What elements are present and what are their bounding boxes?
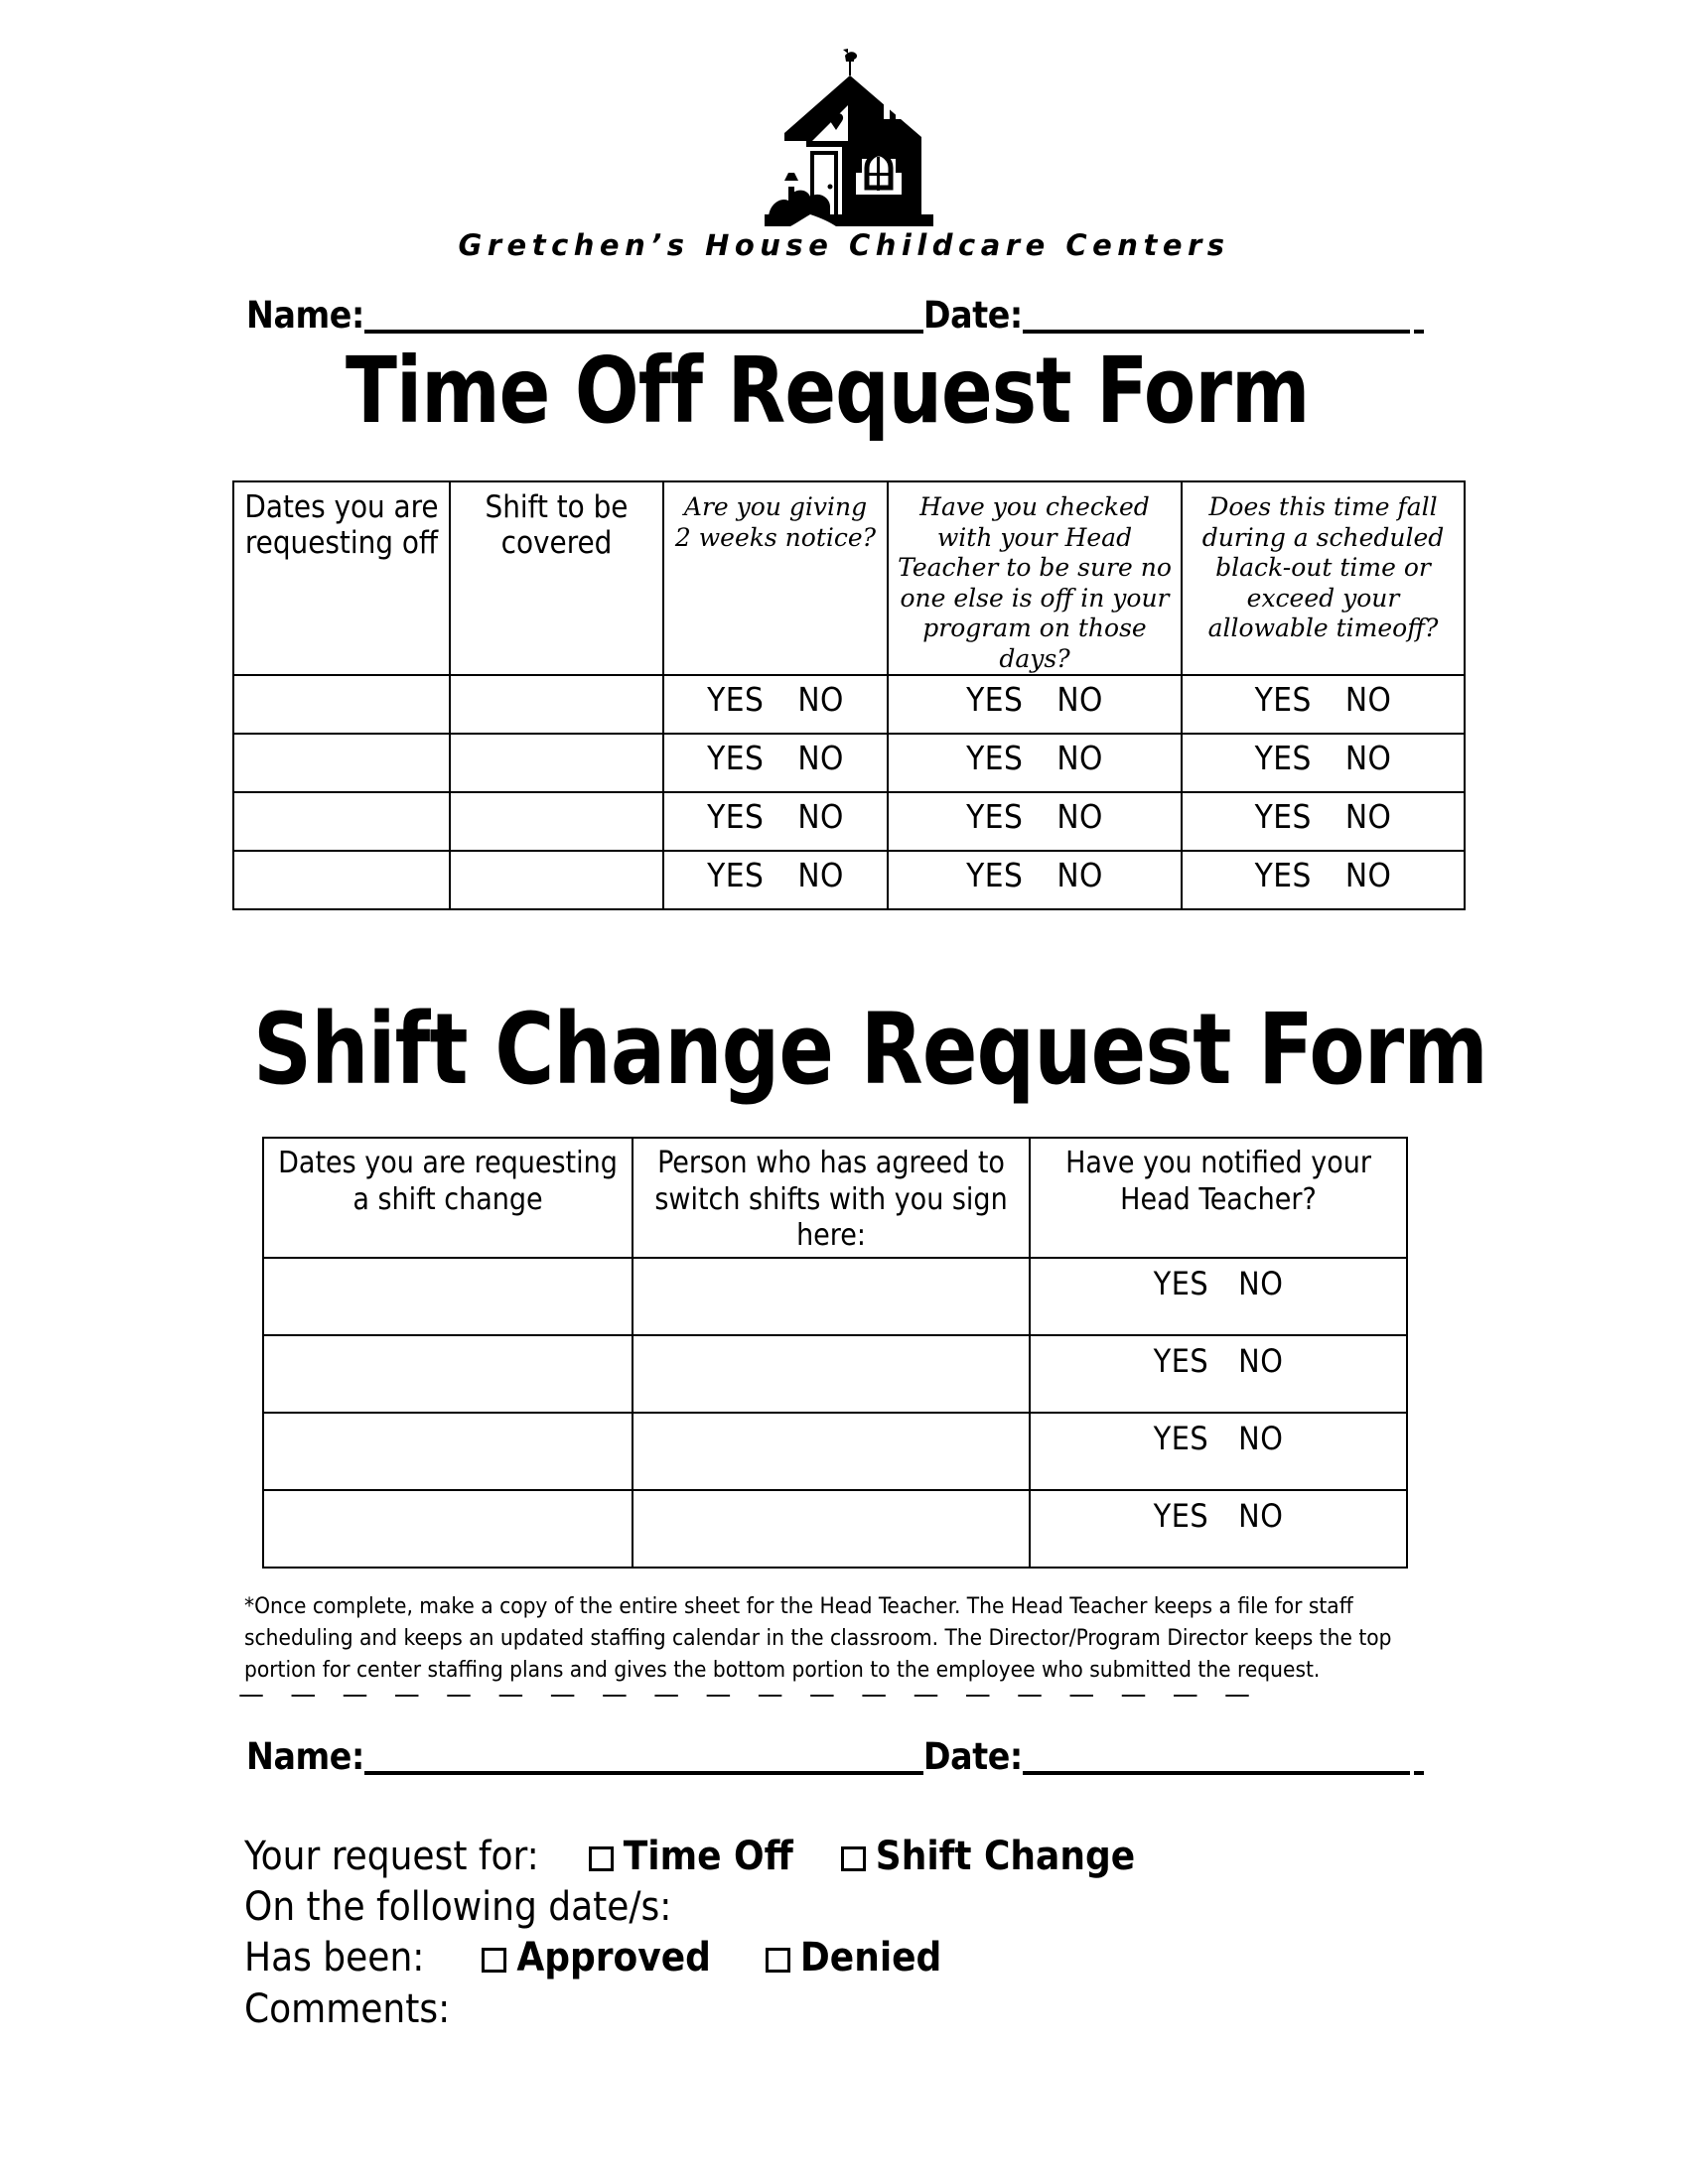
yes-option[interactable]: YES: [707, 797, 765, 836]
no-option[interactable]: NO: [1238, 1497, 1284, 1535]
table-row: [263, 1413, 1407, 1490]
shift-change-table: [262, 1137, 1408, 1569]
house-logo-icon: [745, 38, 943, 226]
date-label-bottom: Date:: [922, 1735, 1023, 1778]
table-row: [263, 1258, 1407, 1335]
column-header-shift-change-dates: Dates you are requesting a shift change: [263, 1138, 633, 1258]
column-header-dates-off: Dates you are requesting off: [233, 481, 450, 675]
name-date-line-bottom: [246, 1735, 1448, 1778]
table-header-row: [263, 1138, 1407, 1258]
cell-shift-covered[interactable]: [450, 851, 663, 909]
yes-option[interactable]: YES: [966, 797, 1024, 836]
date-rule-tail-top: [1414, 300, 1424, 334]
yes-option[interactable]: YES: [1254, 797, 1312, 836]
checkbox-icon-time-off[interactable]: [589, 1846, 614, 1871]
yes-option[interactable]: YES: [707, 739, 765, 777]
yes-option[interactable]: YES: [707, 856, 765, 894]
cell-two-weeks-yesno[interactable]: [663, 851, 888, 909]
column-header-notified-teacher: Have you notified your Head Teacher?: [1030, 1138, 1407, 1258]
yes-option[interactable]: YES: [966, 680, 1024, 719]
cell-dates-off[interactable]: [233, 792, 450, 851]
request-for-row: [244, 1832, 1436, 1882]
name-input-top[interactable]: [364, 300, 923, 334]
cell-head-teacher-yesno[interactable]: [888, 734, 1182, 792]
table-row: [263, 1335, 1407, 1413]
no-option[interactable]: NO: [797, 739, 844, 777]
comments-row: [244, 1984, 1436, 2035]
no-option[interactable]: NO: [797, 680, 844, 719]
column-header-switch-person: Person who has agreed to switch shifts with you sign here:: [633, 1138, 1030, 1258]
no-option[interactable]: NO: [1238, 1265, 1284, 1302]
time-off-checkbox-option[interactable]: [589, 1832, 793, 1882]
table-row: [233, 851, 1465, 909]
shift-change-checkbox-option[interactable]: [841, 1832, 1135, 1882]
cell-notified-teacher-yesno[interactable]: [1030, 1490, 1407, 1568]
shift-change-option-label: Shift Change: [875, 1834, 1136, 1879]
cell-shift-covered[interactable]: [450, 734, 663, 792]
table-row: [233, 792, 1465, 851]
cell-notified-teacher-yesno[interactable]: [1030, 1335, 1407, 1413]
cell-blackout-yesno[interactable]: [1182, 734, 1465, 792]
no-option[interactable]: NO: [1344, 856, 1392, 894]
shift-change-form-title: Shift Change Request Form: [253, 993, 1487, 1107]
column-header-shift-covered: Shift to be covered: [450, 481, 663, 675]
cell-head-teacher-yesno[interactable]: [888, 792, 1182, 851]
cell-dates-off[interactable]: [233, 675, 450, 734]
no-option[interactable]: NO: [1344, 680, 1392, 719]
has-been-row: [244, 1933, 1436, 1983]
no-option[interactable]: NO: [1056, 739, 1103, 777]
no-option[interactable]: NO: [1056, 797, 1103, 836]
denied-option-label: Denied: [799, 1935, 942, 1981]
table-row: [233, 734, 1465, 792]
table-row: [263, 1490, 1407, 1568]
name-label-top: Name:: [246, 294, 364, 337]
yes-option[interactable]: YES: [966, 856, 1024, 894]
cell-two-weeks-yesno[interactable]: [663, 792, 888, 851]
cell-switch-person-signature[interactable]: [633, 1258, 1030, 1335]
cell-switch-person-signature[interactable]: [633, 1490, 1030, 1568]
cell-head-teacher-yesno[interactable]: [888, 851, 1182, 909]
cell-shift-change-dates[interactable]: [263, 1490, 633, 1568]
yes-option[interactable]: YES: [1153, 1497, 1209, 1535]
checkbox-icon-approved[interactable]: [482, 1948, 506, 1973]
table-header-row: [233, 481, 1465, 675]
cell-notified-teacher-yesno[interactable]: [1030, 1258, 1407, 1335]
no-option[interactable]: NO: [797, 797, 844, 836]
cell-shift-change-dates[interactable]: [263, 1413, 633, 1490]
no-option[interactable]: NO: [1056, 856, 1103, 894]
approved-option-label: Approved: [516, 1935, 711, 1981]
cell-shift-change-dates[interactable]: [263, 1258, 633, 1335]
yes-option[interactable]: YES: [1153, 1420, 1209, 1457]
cell-switch-person-signature[interactable]: [633, 1335, 1030, 1413]
name-input-bottom[interactable]: [364, 1741, 923, 1775]
cell-shift-covered[interactable]: [450, 675, 663, 734]
brand-name: Gretchen’s House Childcare Centers: [458, 228, 1230, 262]
footnote-instructions: *Once complete, make a copy of the entire sheet for the Head Teacher. The Head Teacher keeps a file for staff scheduling and keeps an updated staffing calendar in the classroom. The Director/Program Director keeps the top portion for center staffing plans and gives the bottom portion to the employee who submitted the request.: [244, 1593, 1392, 1683]
cell-two-weeks-yesno[interactable]: [663, 734, 888, 792]
cell-dates-off[interactable]: [233, 851, 450, 909]
cell-notified-teacher-yesno[interactable]: [1030, 1413, 1407, 1490]
comments-label: Comments:: [244, 1985, 451, 2032]
cell-two-weeks-yesno[interactable]: [663, 675, 888, 734]
denied-checkbox-option[interactable]: [766, 1933, 941, 1983]
yes-option[interactable]: YES: [1254, 680, 1312, 719]
has-been-label: Has been:: [244, 1935, 425, 1981]
yes-option[interactable]: YES: [1254, 856, 1312, 894]
no-option[interactable]: NO: [1238, 1342, 1284, 1380]
yes-option[interactable]: YES: [1153, 1265, 1209, 1302]
following-dates-label: On the following date/s:: [244, 1884, 672, 1931]
approval-block: [244, 1832, 1436, 2035]
time-off-table: [232, 480, 1466, 910]
no-option[interactable]: NO: [797, 856, 844, 894]
column-header-checked-head-teacher: Have you checked with your Head Teacher to be sure no one else is off in your program on those days?: [888, 481, 1182, 675]
time-off-form-title: Time Off Request Form: [346, 338, 1310, 444]
checkbox-icon-denied[interactable]: [766, 1948, 790, 1973]
cell-shift-change-dates[interactable]: [263, 1335, 633, 1413]
yes-option[interactable]: YES: [966, 739, 1024, 777]
date-rule-tail-bottom: [1414, 1741, 1424, 1775]
no-option[interactable]: NO: [1344, 797, 1392, 836]
cell-head-teacher-yesno[interactable]: [888, 675, 1182, 734]
column-header-blackout: Does this time fall during a scheduled black-out time or exceed your allowable timeoff?: [1182, 481, 1465, 675]
no-option[interactable]: NO: [1344, 739, 1392, 777]
following-dates-row: [244, 1882, 1436, 1933]
time-off-option-label: Time Off: [623, 1834, 793, 1879]
name-date-line-top: [246, 294, 1448, 337]
no-option[interactable]: NO: [1056, 680, 1103, 719]
no-option[interactable]: NO: [1238, 1420, 1284, 1457]
table-row: [233, 675, 1465, 734]
cell-blackout-yesno[interactable]: [1182, 851, 1465, 909]
checkbox-icon-shift-change[interactable]: [841, 1846, 866, 1871]
yes-option[interactable]: YES: [707, 680, 765, 719]
request-for-label: Your request for:: [244, 1834, 539, 1879]
name-label-bottom: Name:: [246, 1735, 364, 1778]
yes-option[interactable]: YES: [1254, 739, 1312, 777]
yes-option[interactable]: YES: [1153, 1342, 1209, 1380]
date-input-top[interactable]: [1023, 300, 1410, 334]
cell-switch-person-signature[interactable]: [633, 1413, 1030, 1490]
date-label-top: Date:: [922, 294, 1023, 337]
cell-shift-covered[interactable]: [450, 792, 663, 851]
approved-checkbox-option[interactable]: [482, 1933, 711, 1983]
column-header-two-weeks: Are you giving 2 weeks notice?: [663, 481, 888, 675]
date-input-bottom[interactable]: [1023, 1741, 1410, 1775]
cell-dates-off[interactable]: [233, 734, 450, 792]
brand-header: [0, 38, 1688, 262]
cell-blackout-yesno[interactable]: [1182, 675, 1465, 734]
cell-blackout-yesno[interactable]: [1182, 792, 1465, 851]
cut-here-dashed-line: — — — — — — — — — — — — — — — — — — — —: [238, 1680, 1260, 1709]
